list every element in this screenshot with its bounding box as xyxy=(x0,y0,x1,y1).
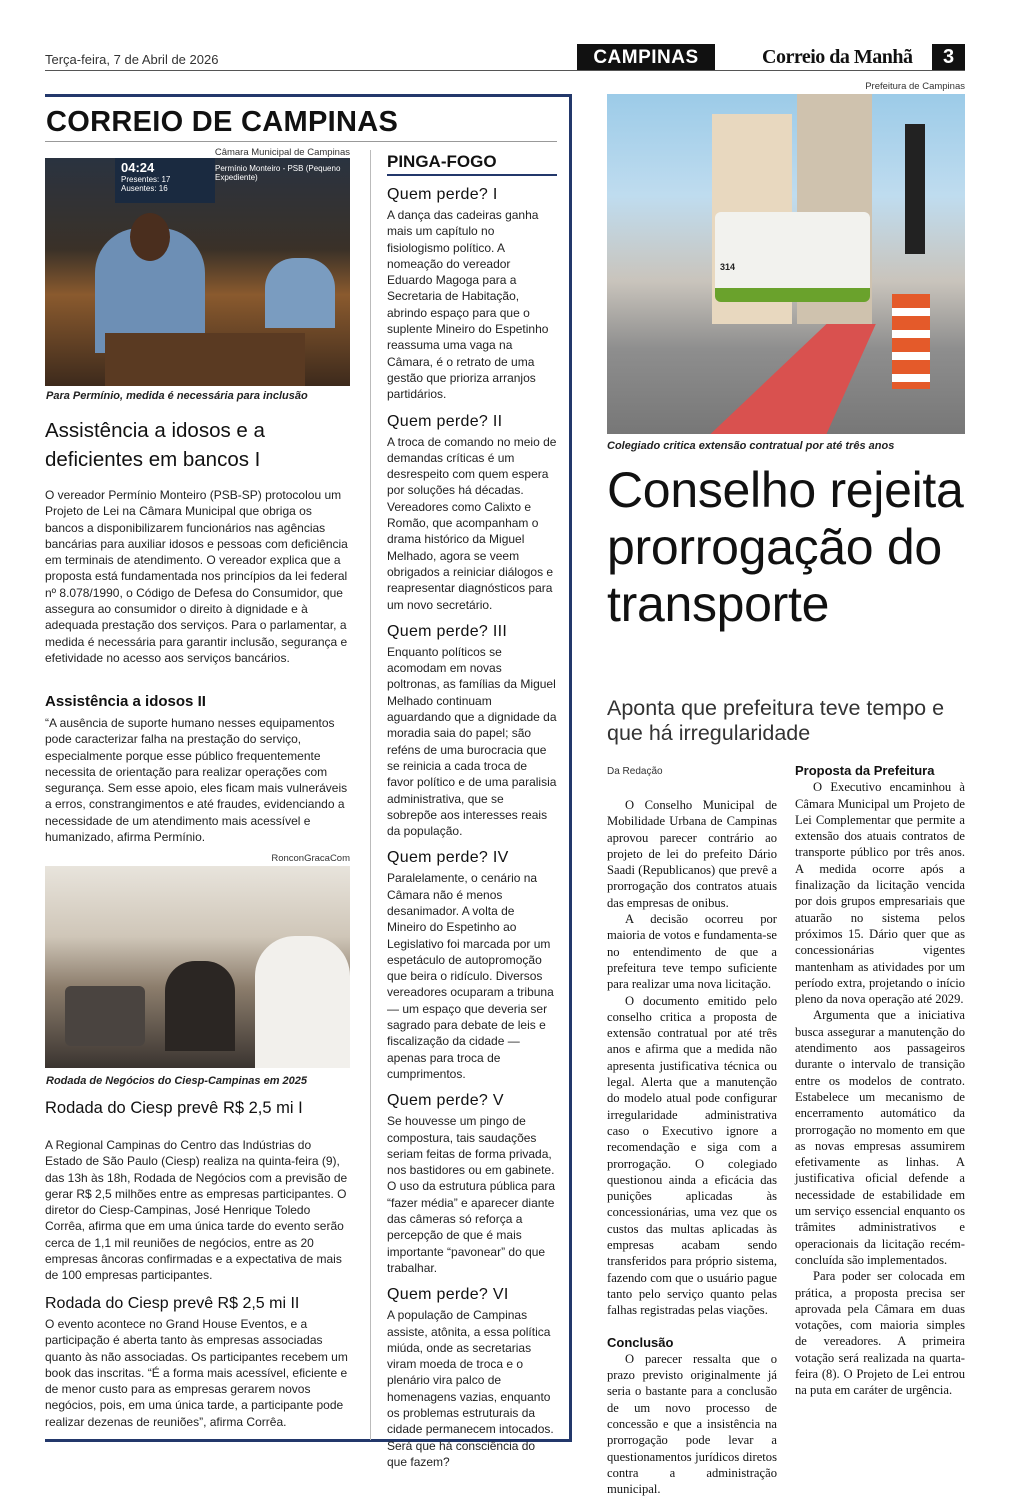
photo-credit: Prefeitura de Campinas xyxy=(865,81,965,92)
bus-lane-photo xyxy=(607,94,965,434)
business-round-photo xyxy=(45,866,350,1068)
edition-date: Terça-feira, 7 de Abril de 2026 xyxy=(45,52,219,67)
story-body: O vereador Permínio Monteiro (PSB-SP) protocolou um Projeto de Lei na Câmara Municipal que obriga os bancos a disponibilizarem funcionários nas agências bancárias para auxiliar idosos e pessoas com deficiência em terminais de atendimento. O vereador explica que a proposta está fundamentada nos princípios da lei federal nº 8.078/1990, o Código de Defesa do Consumidor, que assegura ao consumidor o direito à dignidade e à adequada prestação dos serviços. Para o parlamentar, a medida é necessária para garantir inclusão, segurança e efetividade no acesso aos serviços bancários. xyxy=(45,488,348,665)
item-text: A dança das cadeiras ganha mais um capítulo no fisiologismo político. A nomeação do vereador Eduardo Magoga para a Secretaria de Habitação, abrindo espaço para que o suplente Mineiro do Espetinho reassuma uma vaga na Câmara, é o retrato de uma gestão que prioriza arranjos partidários. xyxy=(387,208,549,402)
item-title: Quem perde? II xyxy=(387,412,503,430)
main-headline: Conselho rejeita prorrogação do transporte xyxy=(607,462,964,632)
pinga-fogo-title: PINGA-FOGO xyxy=(387,152,557,176)
article-paragraph: O Conselho Municipal de Mobilidade Urbana de Campinas aprovou parecer contrário ao projeto de lei do prefeito Dário Saadi (Republicanos) que prevê a prorrogação dos contratos atuais das empresas de onibus. xyxy=(607,798,777,910)
article-column-2 xyxy=(795,763,965,1399)
screen-speaker-figure xyxy=(265,258,335,328)
item-title: Quem perde? I xyxy=(387,186,498,203)
article-paragraph: Para poder ser colocada em prática, a proposta precisa ser aprovada pela Câmara em duas votações, com maioria simples de vereadores. A primeira votação será realizada na quarta-feira (8). O Projeto de Lei entrou na puta em caráter de urgência. xyxy=(795,1269,965,1398)
photo-caption: Rodada de Negócios do Ciesp-Campinas em 2025 xyxy=(46,1075,308,1087)
article-paragraph: Argumenta que a iniciativa busca assegurar a manutenção do atendimento aos passageiros durante o intervalo de transição entre os modelos de contrato. Estabelece um mecanismo de encerramento automático da prorrogação no momento em que as novas empresas assumirem efetivamente as linhas. A justificativa oficial defende a necessidade de estabilidade em um serviço essencial enquanto os trâmites administrativos e operacionais da licitação recém-concluída são implementados. xyxy=(795,1008,965,1267)
story-headline: Assistência a idosos e a deficientes em bancos I xyxy=(45,419,265,471)
item-text: Enquanto políticos se acomodam em novas poltronas, as famílias da Miguel Melhado continuam aguardando que a dignidade da moradia saia do papel; são reféns de uma burocracia que se reinicia a cada troca de favor político e de uma paralisia administrativa, que se sobrepõe aos interesses reais da população. xyxy=(387,644,557,839)
session-screen: 04:24 Presentes: 17 Ausentes: 16 xyxy=(115,158,215,203)
screen-speaker: Permínio Monteiro - PSB (Pequeno Expediente) xyxy=(215,164,341,182)
section-label: CAMPINAS xyxy=(577,44,715,70)
attendee-figure xyxy=(255,936,350,1068)
article-paragraph: A decisão ocorreu por maioria de votos e fundamenta-se no entendimento de que a prefeitura teve tempo suficiente para realizar uma nova licitação. xyxy=(607,912,777,992)
article-paragraph: O parecer ressalta que o prazo previsto originalmente já seria o bastante para a conclusão de um novo processo de concessão e que a insistência na prorrogação pode levar a questionamentos jurídicos diretos contra a administração municipal. xyxy=(607,1351,777,1497)
story-body: O evento acontece no Grand House Eventos, e a participação é aberta tanto às empresas associadas quanto às não associadas. Os participantes recebem um book das inscritas. “É a forma mais acessível, eficiente e de menor custo para as empresas gerarem novos negócios, pois, em uma única tarde, a participante pode realizar dezenas de reuniões”, afirma Corrêa. xyxy=(45,1317,348,1429)
bus xyxy=(715,212,870,302)
story-subhead: Rodada do Ciesp prevê R$ 2,5 mi II xyxy=(45,1295,300,1312)
item-title: Quem perde? III xyxy=(387,622,508,640)
article-column-1 xyxy=(607,797,777,1497)
story-body: A Regional Campinas do Centro das Indústrias do Estado de São Paulo (Ciesp) realiza na quinta-feira (9), das 13h às 18h, Rodada de Negócios com a previsão de gerar R$ 2,5 milhões entre as empresas participantes. O diretor do Ciesp-Campinas, José Henrique Toledo Corrêa, afirma que em uma única tarde do evento serão cerca de 1,1 mil reuniões de negócios, entre as 20 empresas âncoras confirmadas e a expectativa de mais de 100 empresas participantes. xyxy=(45,1138,348,1283)
item-text: Paralelamente, o cenário na Câmara não é menos desanimador. A volta de Mineiro do Espetinho ao Legislativo foi marcada por um espetáculo de autopromoção que beira o ridículo. Diversos vereadores ocuparam a tribuna — um espaço que deveria ser sagrado para debate de leis e fiscalização da cidade — apenas para troca de cumprimentos. xyxy=(387,871,554,1081)
council-photo xyxy=(45,158,350,386)
item-text: Se houvesse um pingo de compostura, tais saudações seriam feitas de forma privada, nos bastidores ou em gabinete. O uso da estrutura pública para “fazer média” e aparecer diante das câmeras só reforça a percepção de que é mais importante “pavonear” do que trabalhar. xyxy=(387,1114,556,1275)
bus-number: 314 xyxy=(720,262,736,272)
traffic-cone xyxy=(892,294,930,389)
pinga-fogo-column xyxy=(387,152,557,1470)
attendee-figure xyxy=(165,961,235,1051)
item-title: Quem perde? V xyxy=(387,1092,504,1110)
byline: Da Redação xyxy=(607,766,663,777)
story-body: “A ausência de suporte humano nesses equipamentos pode caracterizar falha na prestação do serviço, especialmente porque esse público frequentemente necessita de orientação para realizar operações com segurança. Sem esse apoio, eles ficam mais vulneráveis a erros, constrangimentos e até fraudes, evidenciando a necessidade de um atendimento mais acessível e humanizado, afirma Permínio. xyxy=(45,716,348,845)
podium xyxy=(105,333,305,386)
speaker-head xyxy=(130,213,170,261)
page-number: 3 xyxy=(932,44,965,70)
traffic-light xyxy=(905,124,925,254)
story-headline: Rodada do Ciesp prevê R$ 2,5 mi I xyxy=(45,1099,303,1117)
column-divider xyxy=(370,150,371,1440)
article-paragraph: O documento emitido pelo conselho critica a proposta de extensão contratual por até três anos e afirma que a medida não apresenta justificativa técnica ou legal. Alerta que a manutenção do modelo atual pode configurar irregularidade administrativa caso o Executivo ignore a recomendação e siga com a prorrogação. O colegiado questionou ainda a eficácia das punições aplicadas às concessionárias, uma vez que os custos das multas aplicadas às empresas acabam sendo transferidos para próprio sistema, fazendo com que o usuário pague tanto pelo serviço quanto pelas falhas registradas pelas viações. xyxy=(607,993,777,1318)
item-text: A população de Campinas assiste, atônita, a essa política miúda, onde as secretarias viram moeda de troca e o plenário vira palco de homenagens vazias, enquanto os problemas estruturais da cidade permanecem intocados. Será que há consciência do que fazem? xyxy=(387,1308,554,1469)
column-title: CORREIO DE CAMPINAS xyxy=(46,106,399,138)
photo-credit: Câmara Municipal de Campinas xyxy=(214,147,350,158)
photo-caption: Colegiado critica extensão contratual por até três anos xyxy=(607,440,895,452)
table xyxy=(65,986,145,1046)
photo-credit: RonconGracaCom xyxy=(271,853,350,864)
section-heading: Proposta da Prefeitura xyxy=(795,763,935,778)
section-heading: Conclusão xyxy=(607,1334,674,1350)
main-subheadline: Aponta que prefeitura teve tempo e que há irregularidade xyxy=(607,696,945,745)
header-rule xyxy=(45,70,965,71)
story-subhead: Assistência a idosos II xyxy=(45,693,206,710)
item-text: A troca de comando no meio de demandas críticas é um desrespeito com quem espera por soluções há décadas. Vereadores como Calixto e Romão, que acompanham o drama histórico da Miguel Melhado, agora se veem obrigados a reiniciar diálogos e reapresentar diagnósticos para um novo secretário. xyxy=(387,434,557,612)
article-paragraph: O Executivo encaminhou à Câmara Municipal um Projeto de Lei Complementar que permite a extensão dos atuais contratos de transporte público por três anos. A medida ocorre após a finalização da licitação vencida por dois grupos empresariais que atuarão no sistema pelos próximos 15. Dário quer que as concessionárias vigentes mantenham as atividades por um período extra, projetando o início pleno da nova operação até 2029. xyxy=(795,780,965,1007)
title-rule xyxy=(45,141,557,142)
item-title: Quem perde? IV xyxy=(387,849,509,867)
newspaper-logo: Correio da Manhã xyxy=(762,46,913,68)
photo-caption: Para Permínio, medida é necessária para inclusão xyxy=(46,390,308,402)
item-title: Quem perde? VI xyxy=(387,1286,509,1304)
